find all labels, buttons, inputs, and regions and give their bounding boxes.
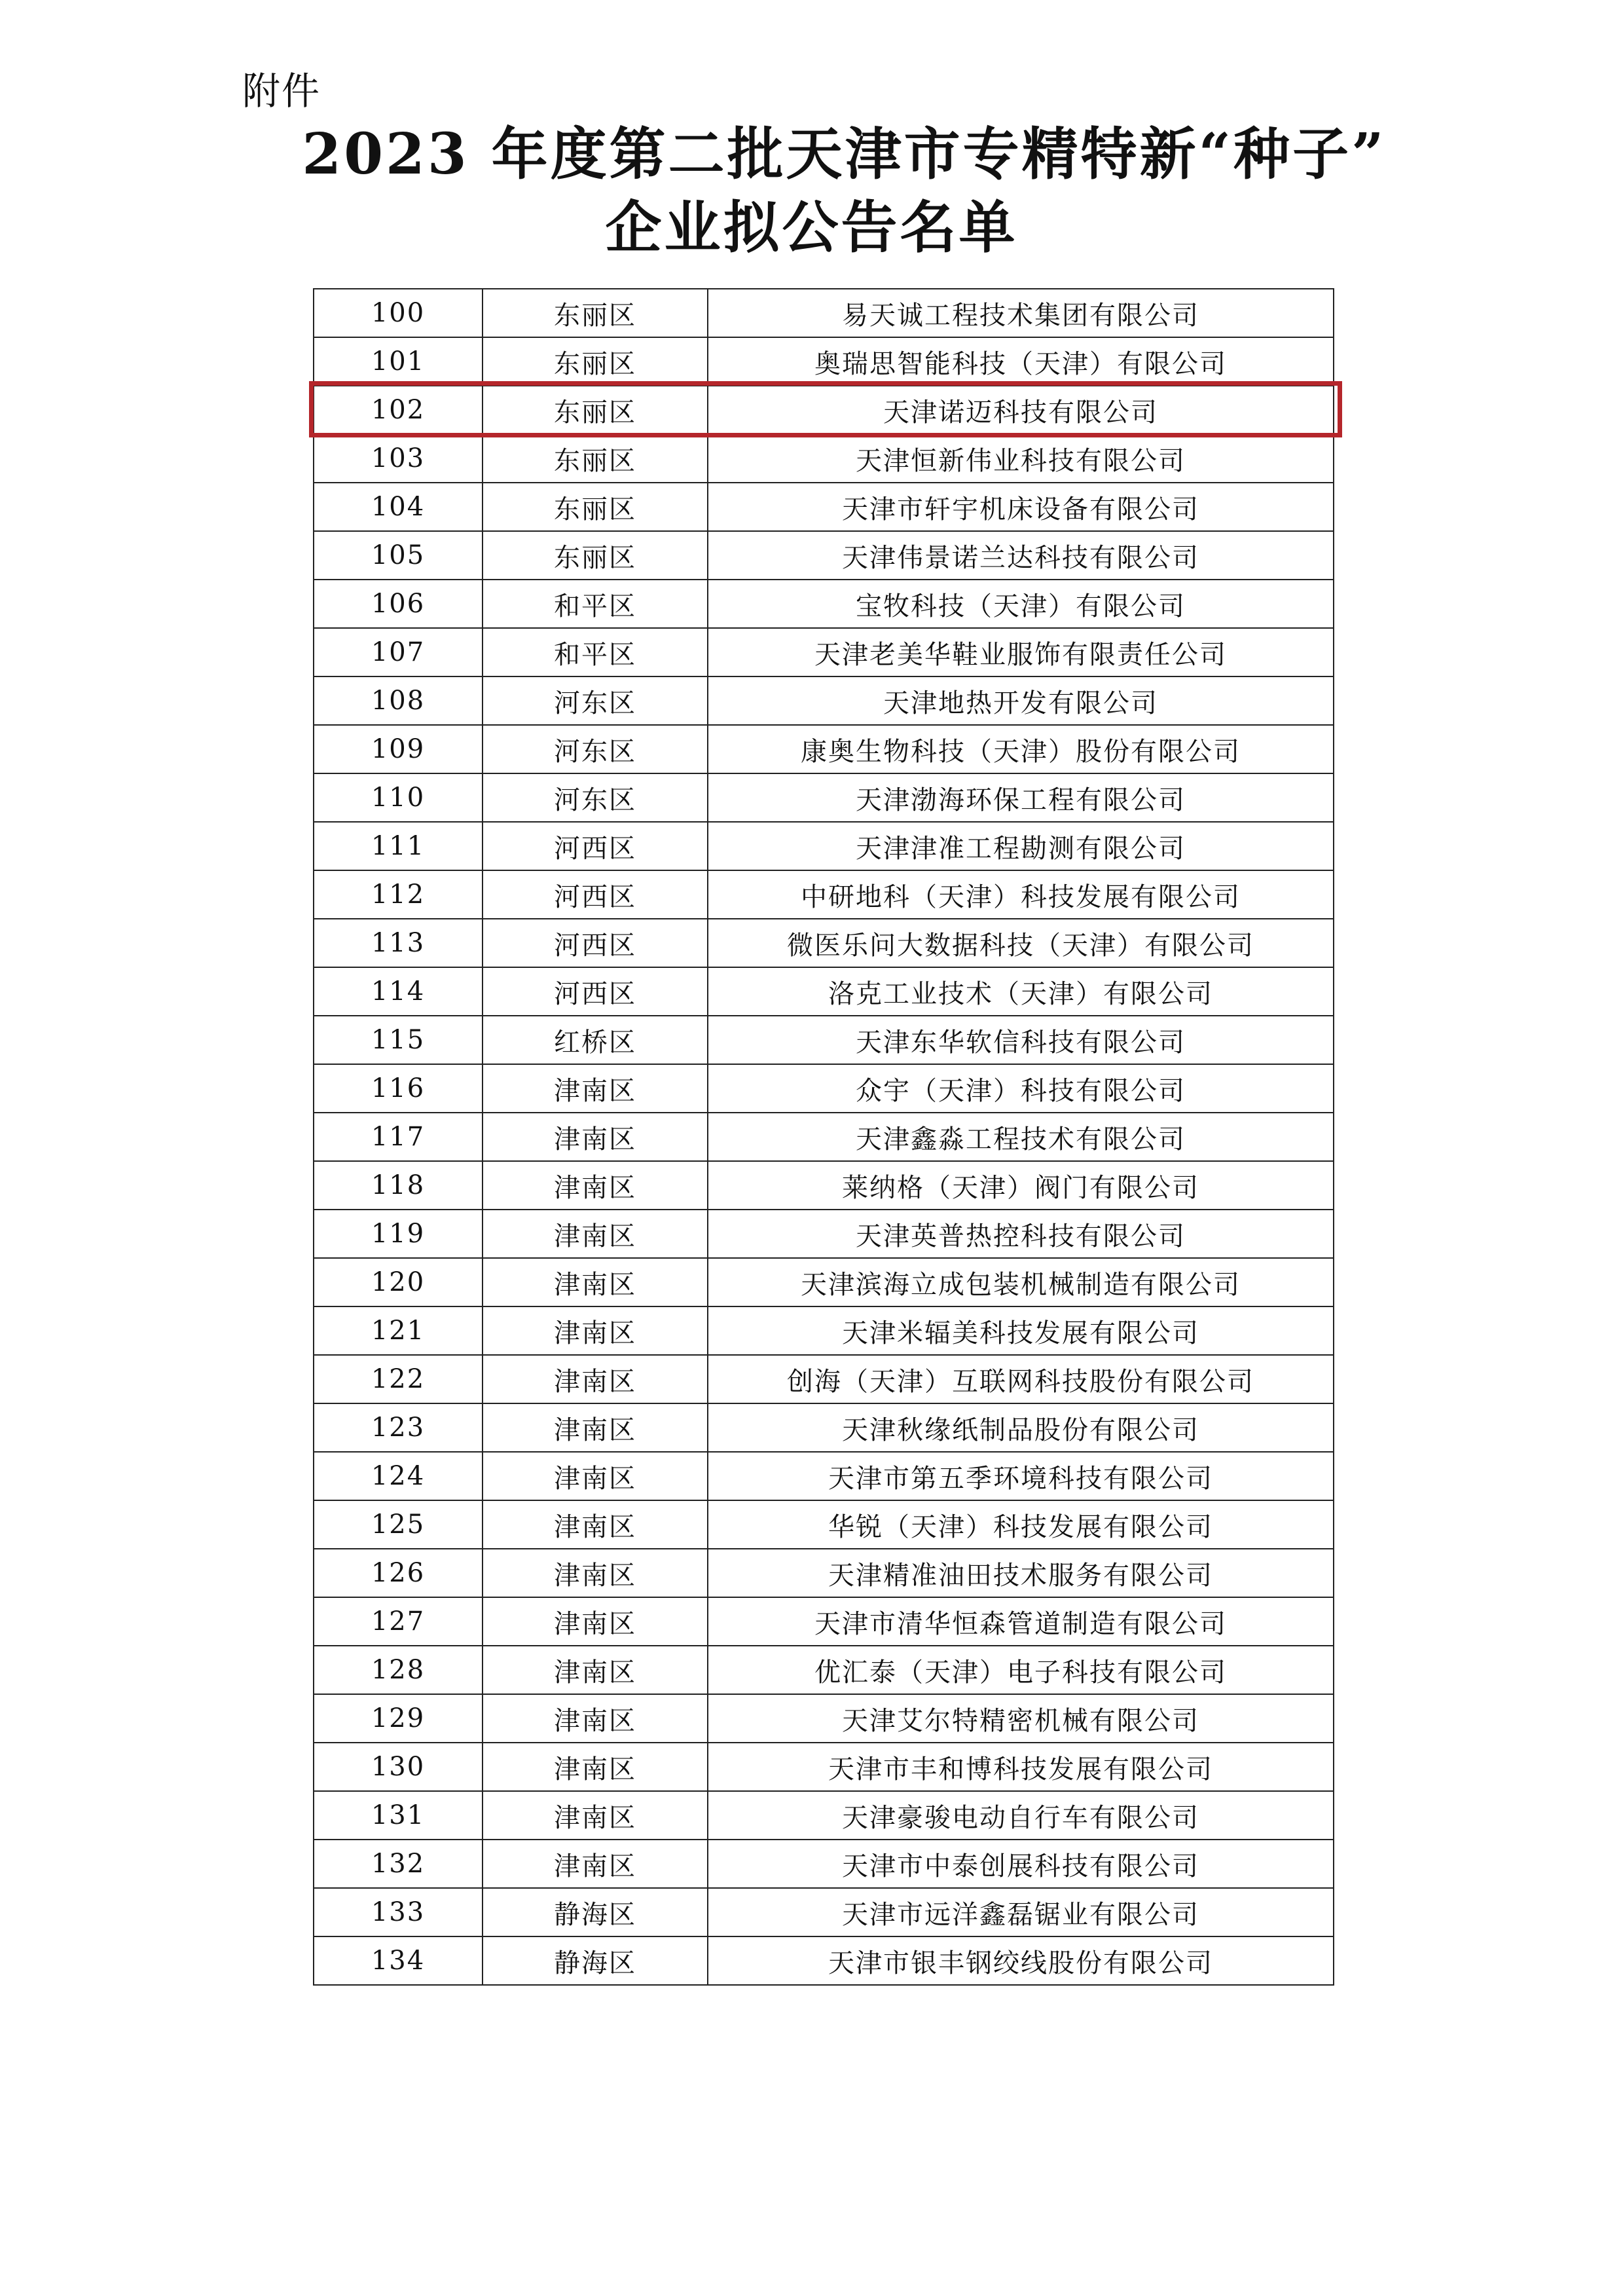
row-number: 100 — [314, 289, 483, 337]
table-row — [314, 1306, 1334, 1355]
district-cell: 津南区 — [483, 1258, 708, 1306]
table-row — [314, 870, 1334, 919]
district-cell: 东丽区 — [483, 289, 708, 337]
table-row — [314, 1646, 1334, 1694]
district-cell: 津南区 — [483, 1694, 708, 1743]
row-number: 113 — [314, 919, 483, 967]
table-row — [314, 1016, 1334, 1064]
row-number: 103 — [314, 434, 483, 483]
company-name-cell: 康奥生物科技（天津）股份有限公司 — [708, 725, 1334, 773]
district-cell: 和平区 — [483, 628, 708, 676]
row-number: 116 — [314, 1064, 483, 1113]
row-number: 111 — [314, 822, 483, 870]
company-name-cell: 天津东华软信科技有限公司 — [708, 1016, 1334, 1064]
row-number: 120 — [314, 1258, 483, 1306]
table-row — [314, 1161, 1334, 1210]
table-row — [314, 1403, 1334, 1452]
table-row — [314, 580, 1334, 628]
company-name-cell: 天津鑫淼工程技术有限公司 — [708, 1113, 1334, 1161]
company-name-cell: 天津米辐美科技发展有限公司 — [708, 1306, 1334, 1355]
table-row — [314, 434, 1334, 483]
district-cell: 和平区 — [483, 580, 708, 628]
company-name-cell: 天津市远洋鑫磊锯业有限公司 — [708, 1888, 1334, 1936]
company-name-cell: 天津市轩宇机床设备有限公司 — [708, 483, 1334, 531]
district-cell: 河东区 — [483, 773, 708, 822]
company-list-table — [313, 288, 1334, 1986]
district-cell: 津南区 — [483, 1064, 708, 1113]
district-cell: 河西区 — [483, 919, 708, 967]
company-name-cell: 洛克工业技术（天津）有限公司 — [708, 967, 1334, 1016]
table-row — [314, 337, 1334, 386]
row-number: 123 — [314, 1403, 483, 1452]
row-number: 117 — [314, 1113, 483, 1161]
company-name-cell: 莱纳格（天津）阀门有限公司 — [708, 1161, 1334, 1210]
company-name-cell: 天津秋缘纸制品股份有限公司 — [708, 1403, 1334, 1452]
company-name-cell: 天津市银丰钢绞线股份有限公司 — [708, 1936, 1334, 1985]
district-cell: 河西区 — [483, 822, 708, 870]
company-name-cell: 天津市中泰创展科技有限公司 — [708, 1840, 1334, 1888]
table-row — [314, 1113, 1334, 1161]
row-number: 129 — [314, 1694, 483, 1743]
table-row — [314, 628, 1334, 676]
row-number: 130 — [314, 1743, 483, 1791]
company-name-cell: 中研地科（天津）科技发展有限公司 — [708, 870, 1334, 919]
table-row — [314, 1743, 1334, 1791]
district-cell: 河东区 — [483, 725, 708, 773]
table-row — [314, 773, 1334, 822]
table-row — [314, 531, 1334, 580]
district-cell: 津南区 — [483, 1549, 708, 1597]
row-number: 121 — [314, 1306, 483, 1355]
table-row — [314, 289, 1334, 337]
table-row — [314, 1452, 1334, 1500]
company-name-cell: 天津津准工程勘测有限公司 — [708, 822, 1334, 870]
row-number: 131 — [314, 1791, 483, 1840]
highlight-box — [309, 381, 1342, 437]
company-name-cell: 天津诺迈科技有限公司 — [708, 386, 1334, 434]
district-cell: 东丽区 — [483, 386, 708, 434]
table-row — [314, 919, 1334, 967]
table-row — [314, 1355, 1334, 1403]
district-cell: 津南区 — [483, 1500, 708, 1549]
district-cell: 东丽区 — [483, 434, 708, 483]
district-cell: 津南区 — [483, 1646, 708, 1694]
row-number: 114 — [314, 967, 483, 1016]
row-number: 110 — [314, 773, 483, 822]
table-row — [314, 1064, 1334, 1113]
district-cell: 河西区 — [483, 967, 708, 1016]
company-name-cell: 天津精准油田技术服务有限公司 — [708, 1549, 1334, 1597]
district-cell: 津南区 — [483, 1597, 708, 1646]
company-name-cell: 天津老美华鞋业服饰有限责任公司 — [708, 628, 1334, 676]
district-cell: 东丽区 — [483, 337, 708, 386]
company-name-cell: 天津恒新伟业科技有限公司 — [708, 434, 1334, 483]
row-number: 109 — [314, 725, 483, 773]
row-number: 106 — [314, 580, 483, 628]
row-number: 134 — [314, 1936, 483, 1985]
company-name-cell: 创海（天津）互联网科技股份有限公司 — [708, 1355, 1334, 1403]
row-number: 115 — [314, 1016, 483, 1064]
table-row — [314, 822, 1334, 870]
row-number: 126 — [314, 1549, 483, 1597]
row-number: 107 — [314, 628, 483, 676]
district-cell: 津南区 — [483, 1403, 708, 1452]
row-number: 119 — [314, 1210, 483, 1258]
row-number: 125 — [314, 1500, 483, 1549]
district-cell: 河东区 — [483, 676, 708, 725]
row-number: 132 — [314, 1840, 483, 1888]
row-number: 101 — [314, 337, 483, 386]
row-number: 127 — [314, 1597, 483, 1646]
company-name-cell: 天津艾尔特精密机械有限公司 — [708, 1694, 1334, 1743]
table-row — [314, 483, 1334, 531]
document-title-line-1: 2023 年度第二批天津市专精特新“种子” — [302, 121, 1387, 187]
district-cell: 津南区 — [483, 1840, 708, 1888]
company-name-cell: 天津市第五季环境科技有限公司 — [708, 1452, 1334, 1500]
table-row — [314, 1888, 1334, 1936]
district-cell: 津南区 — [483, 1161, 708, 1210]
company-name-cell: 易天诚工程技术集团有限公司 — [708, 289, 1334, 337]
district-cell: 津南区 — [483, 1743, 708, 1791]
company-name-cell: 众宇（天津）科技有限公司 — [708, 1064, 1334, 1113]
company-list-body — [314, 289, 1334, 1985]
district-cell: 东丽区 — [483, 531, 708, 580]
document-title-line-2: 企业拟公告名单 — [605, 194, 1018, 261]
company-name-cell: 天津市清华恒森管道制造有限公司 — [708, 1597, 1334, 1646]
district-cell: 津南区 — [483, 1452, 708, 1500]
row-number: 112 — [314, 870, 483, 919]
table-row — [314, 1597, 1334, 1646]
district-cell: 津南区 — [483, 1113, 708, 1161]
row-number: 122 — [314, 1355, 483, 1403]
table-row — [314, 1500, 1334, 1549]
row-number: 128 — [314, 1646, 483, 1694]
table-row — [314, 1210, 1334, 1258]
table-row — [314, 1549, 1334, 1597]
company-name-cell: 华锐（天津）科技发展有限公司 — [708, 1500, 1334, 1549]
table-row — [314, 967, 1334, 1016]
district-cell: 东丽区 — [483, 483, 708, 531]
attachment-label: 附件 — [242, 69, 321, 113]
district-cell: 静海区 — [483, 1936, 708, 1985]
row-number: 102 — [314, 386, 483, 434]
table-row — [314, 1258, 1334, 1306]
company-name-cell: 天津市丰和博科技发展有限公司 — [708, 1743, 1334, 1791]
company-name-cell: 奥瑞思智能科技（天津）有限公司 — [708, 337, 1334, 386]
table-row — [314, 1936, 1334, 1985]
table-row — [314, 1791, 1334, 1840]
company-name-cell: 天津豪骏电动自行车有限公司 — [708, 1791, 1334, 1840]
company-name-cell: 优汇泰（天津）电子科技有限公司 — [708, 1646, 1334, 1694]
company-name-cell: 天津英普热控科技有限公司 — [708, 1210, 1334, 1258]
company-name-cell: 天津伟景诺兰达科技有限公司 — [708, 531, 1334, 580]
row-number: 105 — [314, 531, 483, 580]
company-name-cell: 天津滨海立成包装机械制造有限公司 — [708, 1258, 1334, 1306]
table-row — [314, 676, 1334, 725]
row-number: 124 — [314, 1452, 483, 1500]
district-cell: 津南区 — [483, 1306, 708, 1355]
row-number: 108 — [314, 676, 483, 725]
table-row — [314, 725, 1334, 773]
district-cell: 津南区 — [483, 1791, 708, 1840]
table-row — [314, 1694, 1334, 1743]
company-name-cell: 微医乐问大数据科技（天津）有限公司 — [708, 919, 1334, 967]
district-cell: 静海区 — [483, 1888, 708, 1936]
district-cell: 津南区 — [483, 1355, 708, 1403]
row-number: 133 — [314, 1888, 483, 1936]
company-name-cell: 天津渤海环保工程有限公司 — [708, 773, 1334, 822]
district-cell: 红桥区 — [483, 1016, 708, 1064]
table-row — [314, 1840, 1334, 1888]
company-name-cell: 宝牧科技（天津）有限公司 — [708, 580, 1334, 628]
company-name-cell: 天津地热开发有限公司 — [708, 676, 1334, 725]
district-cell: 津南区 — [483, 1210, 708, 1258]
district-cell: 河西区 — [483, 870, 708, 919]
row-number: 118 — [314, 1161, 483, 1210]
row-number: 104 — [314, 483, 483, 531]
